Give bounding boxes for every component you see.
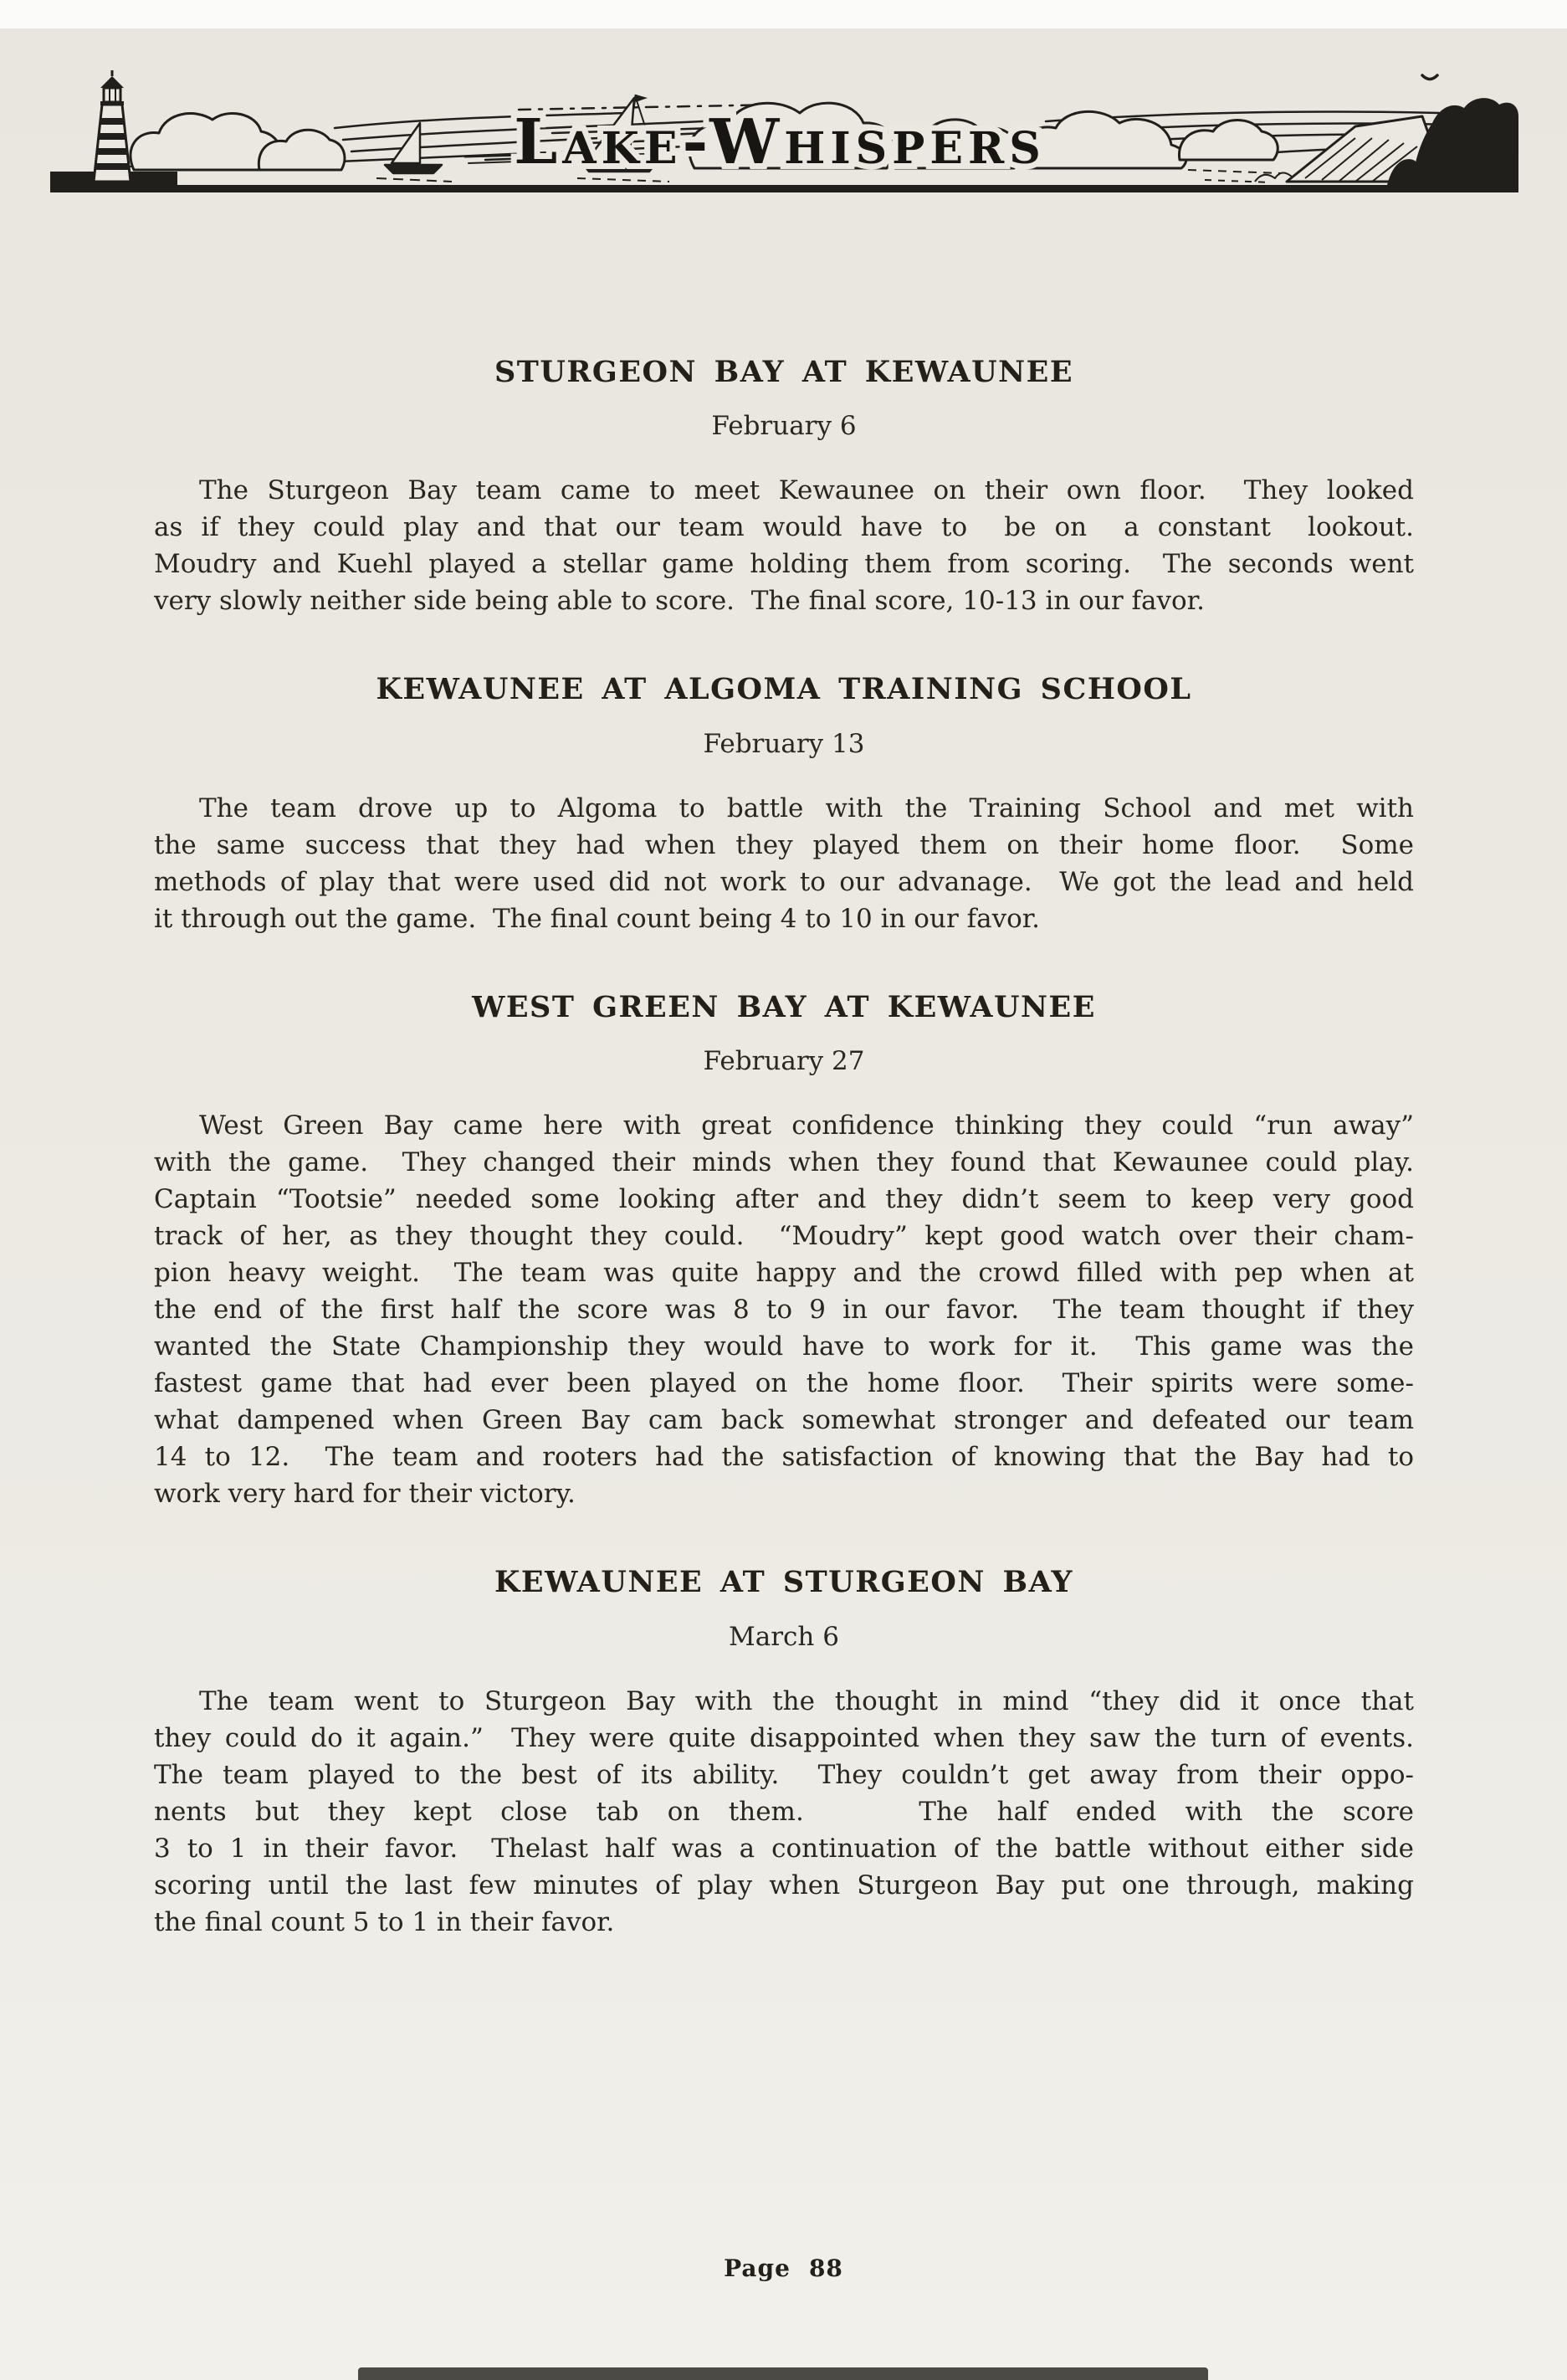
section-paragraph bbox=[154, 472, 1414, 619]
section-heading: KEWAUNEE AT STURGEON BAY bbox=[494, 1565, 1073, 1600]
paragraph-line: work very hard for their victory. bbox=[154, 1479, 576, 1510]
scan-artifact-bar bbox=[358, 2367, 1208, 2380]
scan-top-margin bbox=[0, 0, 1567, 28]
section-date: March 6 bbox=[729, 1621, 839, 1652]
paragraph-line: West Green Bay came here with great confidence thinking they could “run away” bbox=[199, 1110, 1414, 1141]
page-label: Page bbox=[724, 2254, 791, 2282]
section-heading: KEWAUNEE AT ALGOMA TRAINING SCHOOL bbox=[376, 672, 1192, 707]
paragraph-line: The team drove up to Algoma to battle with the Training School and met with bbox=[199, 792, 1414, 823]
banner-baseline bbox=[50, 185, 1518, 192]
paragraph-line: The team played to the best of its ability. They couldn’t get away from their oppo- bbox=[154, 1759, 1414, 1790]
section-paragraph bbox=[154, 790, 1414, 937]
paragraph-line: they could do it again.” They were quite disappointed when they saw the turn of events. bbox=[154, 1722, 1414, 1753]
page-footer bbox=[0, 2254, 1567, 2282]
paragraph-line: Captain “Tootsie” needed some looking after and they didn’t seem to keep very good bbox=[154, 1184, 1414, 1215]
paragraph-line: as if they could play and that our team would have to be on a constant lookout. bbox=[154, 512, 1414, 543]
breve-mark bbox=[1422, 75, 1437, 80]
banner-illustration bbox=[50, 68, 1518, 197]
paragraph-line: pion heavy weight. The team was quite happy and the crowd filled with pep when at bbox=[154, 1258, 1414, 1289]
paragraph-line: Moudry and Kuehl played a stellar game holding them from scoring. The seconds went bbox=[154, 549, 1414, 580]
paragraph-line: nents but they kept close tab on them. The half ended with the score bbox=[154, 1796, 1414, 1827]
section-heading: WEST GREEN BAY AT KEWAUNEE bbox=[472, 989, 1096, 1024]
game-section bbox=[154, 991, 1414, 1512]
paragraph-line: the end of the first half the score was 8 to 9 in our favor. The team thought if they bbox=[154, 1295, 1414, 1326]
paragraph-line: 3 to 1 in their favor. Thelast half was a continuation of the battle without either side bbox=[154, 1833, 1414, 1864]
section-date: February 13 bbox=[703, 728, 865, 759]
section-paragraph bbox=[154, 1683, 1414, 1941]
banner-title: Lake-Whispers bbox=[514, 106, 1046, 178]
paragraph-line: the final count 5 to 1 in their favor. bbox=[154, 1906, 615, 1937]
paragraph-line: The Sturgeon Bay team came to meet Kewaunee on their own floor. They looked bbox=[199, 475, 1414, 506]
banner bbox=[50, 68, 1518, 197]
paragraph-line: track of her, as they thought they could. “Moudry” kept good watch over their cham- bbox=[154, 1221, 1414, 1252]
game-section bbox=[154, 356, 1414, 619]
paragraph-line: 14 to 12. The team and rooters had the satisfaction of knowing that the Bay had to bbox=[154, 1442, 1414, 1473]
game-section bbox=[154, 673, 1414, 936]
sections bbox=[154, 356, 1414, 1994]
paragraph-line: with the game. They changed their minds when they found that Kewaunee could play. bbox=[154, 1147, 1414, 1178]
paragraph-line: very slowly neither side being able to score. The final score, 10-13 in our favor. bbox=[154, 586, 1205, 617]
section-date: February 27 bbox=[703, 1046, 865, 1077]
paragraph-line: The team went to Sturgeon Bay with the thought in mind “they did it once that bbox=[199, 1685, 1414, 1716]
section-date: February 6 bbox=[711, 411, 857, 442]
paragraph-line: it through out the game. The final count being 4 to 10 in our favor. bbox=[154, 903, 1041, 934]
section-heading: STURGEON BAY AT KEWAUNEE bbox=[494, 355, 1073, 389]
paragraph-line: wanted the State Championship they would have to work for it. This game was the bbox=[154, 1331, 1414, 1362]
paragraph-line: fastest game that had ever been played on the home floor. Their spirits were some- bbox=[154, 1368, 1414, 1399]
page-number: 88 bbox=[808, 2254, 843, 2282]
section-paragraph bbox=[154, 1107, 1414, 1512]
paragraph-line: what dampened when Green Bay cam back somewhat stronger and defeated our team bbox=[154, 1405, 1414, 1436]
game-section bbox=[154, 1566, 1414, 1940]
paragraph-line: scoring until the last few minutes of play when Sturgeon Bay put one through, making bbox=[154, 1870, 1414, 1900]
paragraph-line: the same success that they had when they played them on their home floor. Some bbox=[154, 829, 1414, 860]
paragraph-line: methods of play that were used did not work to our advanage. We got the lead and held bbox=[154, 866, 1414, 897]
